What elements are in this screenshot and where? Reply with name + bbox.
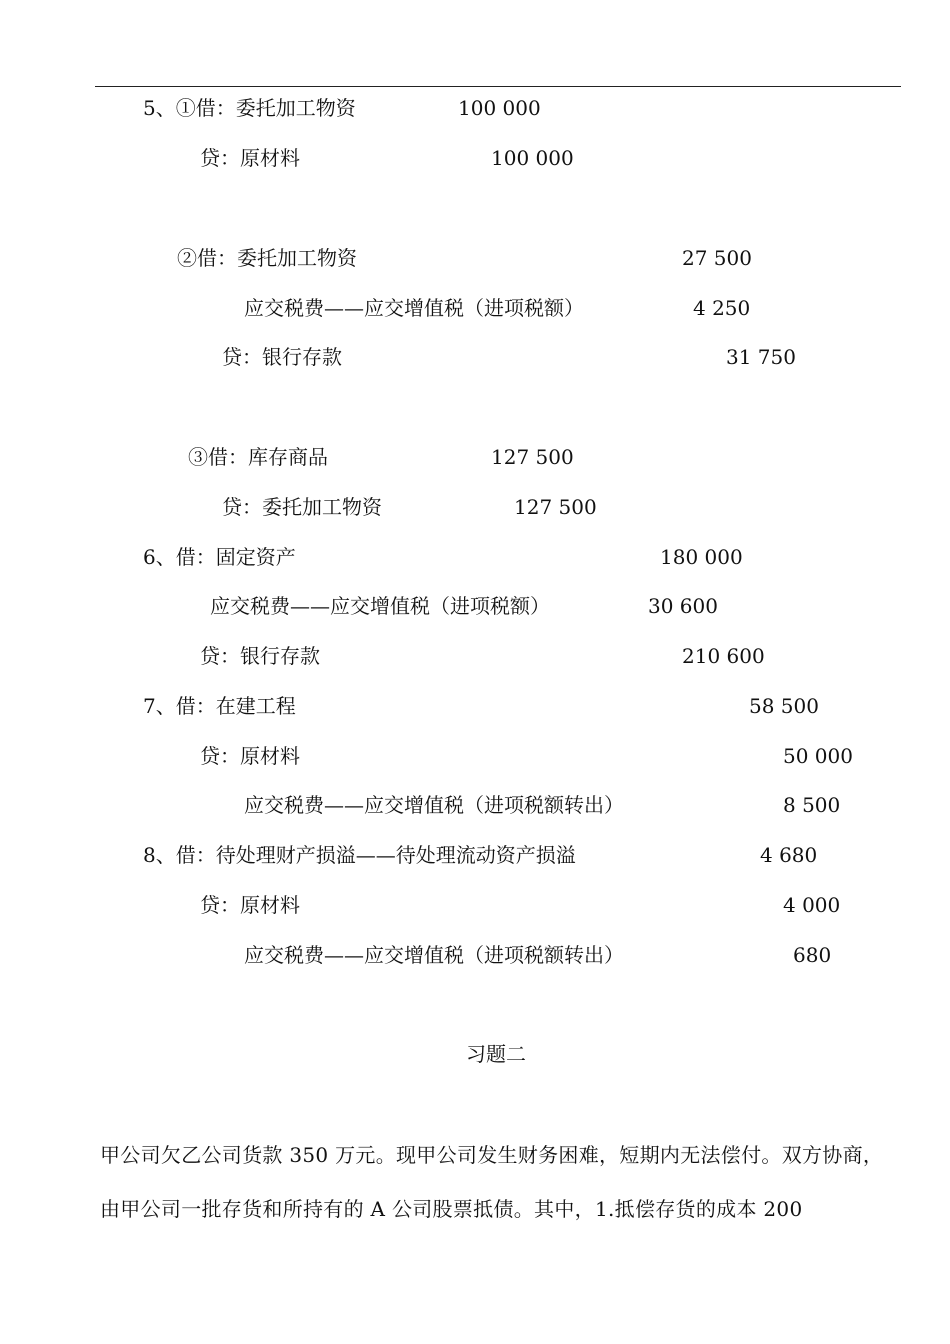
entry-7-debit: 7、借：在建工程 <box>143 694 296 718</box>
entry-6-tax-amount: 30 600 <box>648 594 718 618</box>
entry-5-3-debit: ③借：库存商品 <box>188 445 328 469</box>
section-title: 习题二 <box>466 1042 526 1066</box>
entry-7-debit-amount: 58 500 <box>749 694 819 718</box>
entry-8-credit: 贷：原材料 <box>200 893 300 917</box>
entry-5-1-debit: 5、①借：委托加工物资 <box>143 96 356 120</box>
header-rule <box>95 86 901 87</box>
entry-5-2-debit: ②借：委托加工物资 <box>177 246 357 270</box>
entry-7-tax: 应交税费——应交增值税（进项税额转出） <box>244 793 624 817</box>
entry-6-debit: 6、借：固定资产 <box>143 545 296 569</box>
problem-paragraph: 甲公司欠乙公司货款 350 万元。现甲公司发生财务困难，短期内无法偿付。双方协商，由甲公司一批存货和所持有的 A 公司股票抵债。其中，1.抵偿存货的成本 200 <box>100 1143 884 1221</box>
entry-6-tax: 应交税费——应交增值税（进项税额） <box>210 594 550 618</box>
entry-8-tax: 应交税费——应交增值税（进项税额转出） <box>244 943 624 967</box>
entry-8-credit-amount: 4 000 <box>783 893 841 917</box>
entry-8-debit: 8、借：待处理财产损溢——待处理流动资产损溢 <box>143 843 576 867</box>
entry-5-1-credit-amount: 100 000 <box>491 146 574 170</box>
entry-5-2-debit-amount: 27 500 <box>682 246 752 270</box>
entry-5-2-credit: 贷：银行存款 <box>222 345 342 369</box>
entry-8-tax-amount: 680 <box>793 943 832 967</box>
entry-7-credit-amount: 50 000 <box>783 744 853 768</box>
entry-5-2-tax: 应交税费——应交增值税（进项税额） <box>244 296 584 320</box>
entry-6-credit: 贷：银行存款 <box>200 644 320 668</box>
entry-5-2-tax-amount: 4 250 <box>693 296 751 320</box>
entry-6-credit-amount: 210 600 <box>682 644 765 668</box>
entry-8-debit-amount: 4 680 <box>760 843 818 867</box>
entry-6-debit-amount: 180 000 <box>660 545 743 569</box>
entry-5-3-debit-amount: 127 500 <box>491 445 574 469</box>
entry-5-2-credit-amount: 31 750 <box>726 345 796 369</box>
entry-5-1-debit-amount: 100 000 <box>458 96 541 120</box>
entry-5-3-credit-amount: 127 500 <box>514 495 597 519</box>
entry-5-1-credit: 贷：原材料 <box>200 146 300 170</box>
entry-7-credit: 贷：原材料 <box>200 744 300 768</box>
entry-7-tax-amount: 8 500 <box>783 793 841 817</box>
entry-5-3-credit: 贷：委托加工物资 <box>222 495 382 519</box>
